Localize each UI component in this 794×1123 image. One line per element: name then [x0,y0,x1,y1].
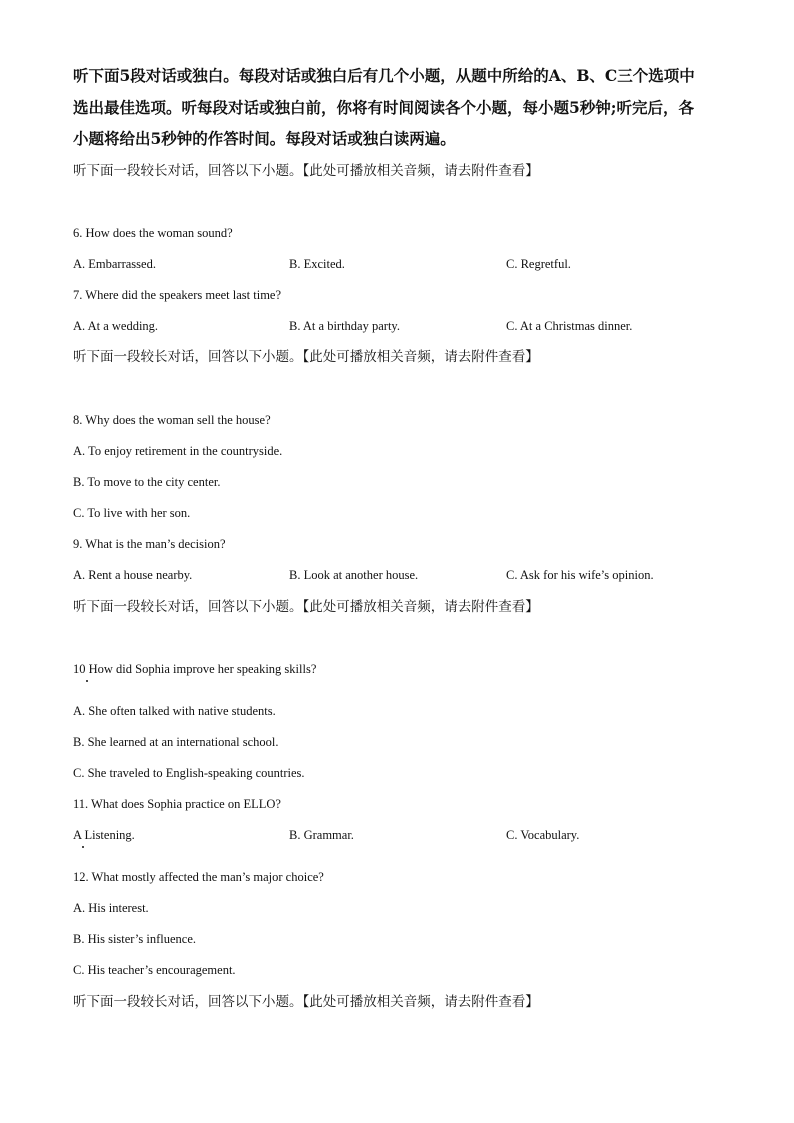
question-8: 8. Why does the woman sell the house? [73,413,271,427]
question-8-option-c: C. To live with her son. [73,506,191,520]
question-6-option-b: B. Excited. [289,257,345,271]
question-9-option-a: A. Rent a house nearby. [73,568,193,582]
question-11: 11. What does Sophia practice on ELLO? [73,797,281,811]
question-12-option-c: C. His teacher’s encouragement. [73,963,236,977]
audio-instruction: 听下面一段较长对话，回答以下小题。【此处可播放相关音频，请去附件查看】 [73,163,539,179]
question-11-option-c: C. Vocabulary. [506,828,580,842]
question-7: 7. Where did the speakers meet last time? [73,288,282,302]
audio-instruction: 听下面一段较长对话，回答以下小题。【此处可播放相关音频，请去附件查看】 [73,349,539,365]
question-8-option-a: A. To enjoy retirement in the countryside. [73,444,283,458]
question-6: 6. How does the woman sound? [73,226,233,240]
intro-line-2: 选出最佳选项。听每段对话或独白前，你将有时间阅读各个小题，每小题5秒钟;听完后，各 [73,98,695,117]
stray-dot-mark [86,680,88,682]
question-12-option-a: A. His interest. [73,901,149,915]
question-9-option-c: C. Ask for his wife’s opinion. [506,568,654,582]
question-6-option-a: A. Embarrassed. [73,257,156,271]
question-12: 12. What mostly affected the man’s major choice? [73,870,324,884]
question-7-option-b: B. At a birthday party. [289,319,400,333]
question-10-option-c: C. She traveled to English-speaking countries. [73,766,305,780]
intro-line-3: 小题将给出5秒钟的作答时间。每段对话或独白读两遍。 [73,129,456,148]
question-7-option-a: A. At a wedding. [73,319,159,333]
question-7-option-c: C. At a Christmas dinner. [506,319,633,333]
question-9: 9. What is the man’s decision? [73,537,226,551]
audio-instruction: 听下面一段较长对话，回答以下小题。【此处可播放相关音频，请去附件查看】 [73,599,539,615]
question-11-option-b: B. Grammar. [289,828,354,842]
question-8-option-b: B. To move to the city center. [73,475,221,489]
intro-line-1: 听下面5段对话或独白。每段对话或独白后有几个小题，从题中所给的A、B、C三个选项中 [73,66,695,85]
question-10: 10 How did Sophia improve her speaking skills? [73,662,317,676]
question-9-option-b: B. Look at another house. [289,568,419,582]
question-11-option-a: A Listening. [73,828,135,842]
audio-instruction: 听下面一段较长对话，回答以下小题。【此处可播放相关音频，请去附件查看】 [73,994,539,1010]
stray-dot-mark [82,846,84,848]
question-10-option-a: A. She often talked with native students. [73,704,276,718]
question-6-option-c: C. Regretful. [506,257,571,271]
question-12-option-b: B. His sister’s influence. [73,932,197,946]
question-10-option-b: B. She learned at an international school. [73,735,279,749]
